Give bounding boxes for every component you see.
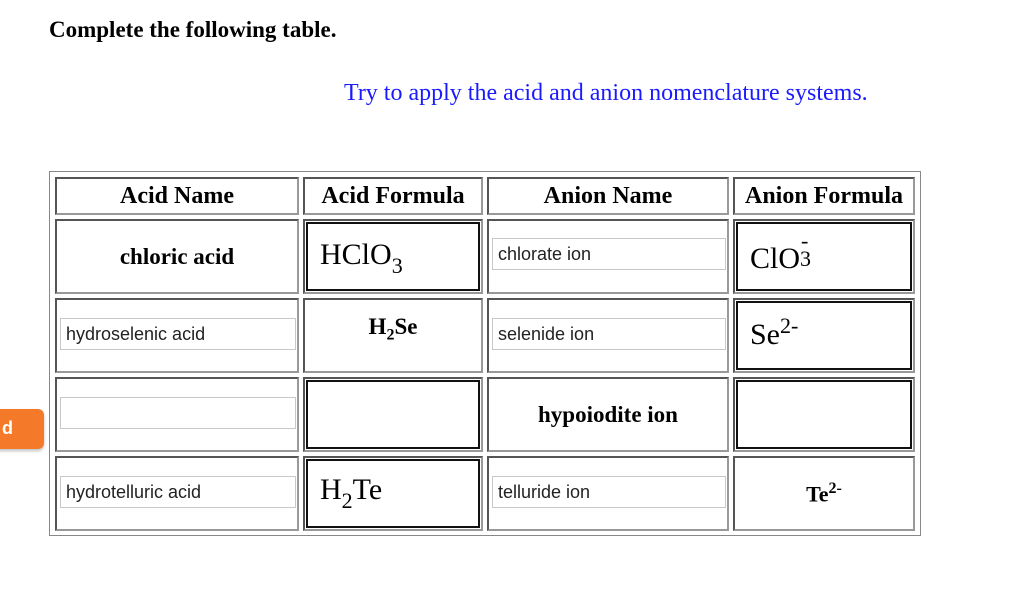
row2-acid-name-cell (55, 298, 299, 373)
row4-acid-name-input[interactable]: hydrotelluric acid (60, 476, 296, 508)
row1-anion-formula-cell (733, 219, 915, 294)
row2-anion-formula: $Se^{2-}$ (750, 313, 799, 351)
row2-anion-formula-cell (733, 298, 915, 373)
nomenclature-table (49, 171, 921, 536)
row4-acid-formula: $H_2Te$ (320, 473, 383, 513)
row4-anion-formula-cell (733, 456, 915, 531)
row1-anion-name-cell (487, 219, 729, 294)
row1-acid-name: chloric acid (55, 219, 299, 294)
row4-anion-name-input[interactable]: telluride ion (492, 476, 726, 508)
row4-acid-formula-cell (303, 456, 483, 531)
row3-anion-formula-box[interactable] (736, 380, 912, 449)
row2-anion-formula-box[interactable] (736, 301, 912, 370)
header-acid-formula: Acid Formula (303, 177, 483, 215)
row3-acid-formula-cell (303, 377, 483, 452)
side-tab-button[interactable] (0, 409, 44, 449)
row1-acid-formula-cell (303, 219, 483, 294)
row2-anion-name-cell (487, 298, 729, 373)
header-acid-name: Acid Name (55, 177, 299, 215)
header-anion-name: Anion Name (487, 177, 729, 215)
side-tab-label: d (2, 418, 13, 438)
row3-anion-name: hypoiodite ion (487, 377, 729, 452)
row1-acid-formula-box[interactable] (306, 222, 480, 291)
header-anion-formula: Anion Formula (733, 177, 915, 215)
row1-anion-formula: ClO - 3 (750, 228, 812, 275)
row3-acid-name-input[interactable] (60, 397, 296, 429)
row2-acid-name-input[interactable]: hydroselenic acid (60, 318, 296, 350)
row1-anion-formula-box[interactable] (736, 222, 912, 291)
hint-text: Try to apply the acid and anion nomenclature systems. (344, 80, 868, 106)
row1-anion-name-input[interactable]: chlorate ion (492, 238, 726, 270)
row4-acid-formula-box[interactable] (306, 459, 480, 528)
row4-anion-formula: $Te^{2-}$ (806, 479, 842, 507)
row4-anion-name-cell (487, 456, 729, 531)
row2-acid-formula: $H_2Se$ (368, 314, 418, 344)
row2-anion-name-input[interactable]: selenide ion (492, 318, 726, 350)
row4-acid-name-cell (55, 456, 299, 531)
row1-acid-formula: HClO$_3$ (320, 238, 403, 278)
row3-acid-formula-box[interactable] (306, 380, 480, 449)
row3-anion-formula-cell (733, 377, 915, 452)
row3-acid-name-cell (55, 377, 299, 452)
instruction-heading: Complete the following table. (49, 17, 337, 42)
row2-acid-formula-cell (303, 298, 483, 373)
